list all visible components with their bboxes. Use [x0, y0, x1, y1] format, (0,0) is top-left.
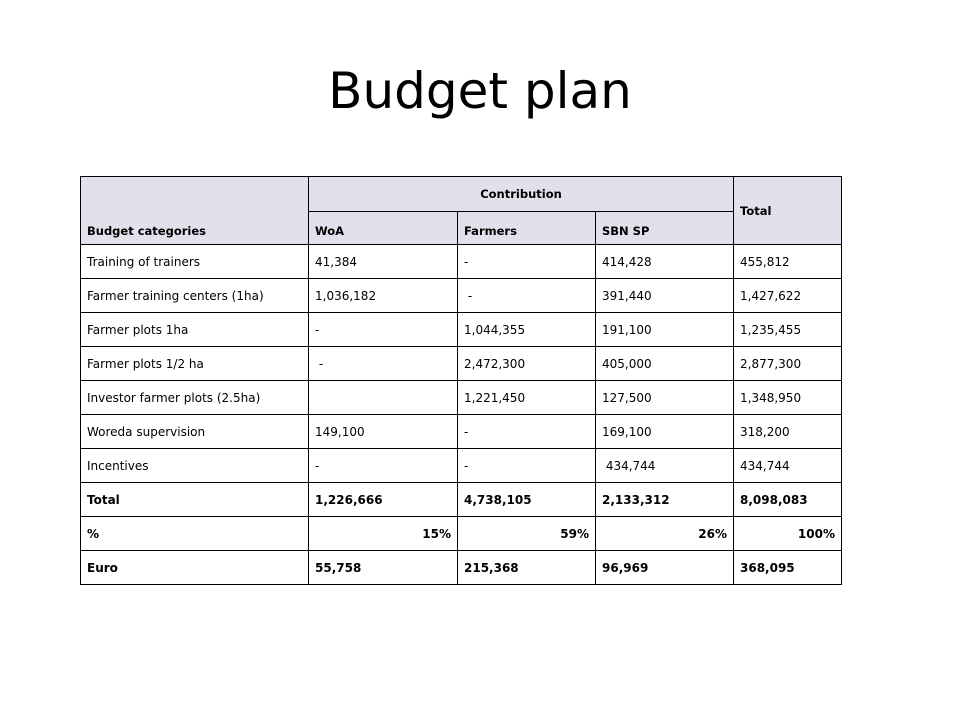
header-farmers: Farmers [458, 212, 596, 245]
row-woa: 149,100 [309, 415, 458, 449]
row-total: 318,200 [734, 415, 842, 449]
row-total: 1,348,950 [734, 381, 842, 415]
row-category: Farmer training centers (1ha) [81, 279, 309, 313]
row-category: Investor farmer plots (2.5ha) [81, 381, 309, 415]
row-sbn-sp: 391,440 [596, 279, 734, 313]
euro-row-total: 368,095 [734, 551, 842, 585]
row-woa: 1,036,182 [309, 279, 458, 313]
row-category: Woreda supervision [81, 415, 309, 449]
total-row-woa: 1,226,666 [309, 483, 458, 517]
euro-row-farmers: 215,368 [458, 551, 596, 585]
row-total: 455,812 [734, 245, 842, 279]
row-sbn-sp: 169,100 [596, 415, 734, 449]
row-sbn-sp: 414,428 [596, 245, 734, 279]
row-farmers: 2,472,300 [458, 347, 596, 381]
row-sbn-sp: 191,100 [596, 313, 734, 347]
row-total: 434,744 [734, 449, 842, 483]
euro-row-woa: 55,758 [309, 551, 458, 585]
header-budget-categories: Budget categories [81, 177, 309, 245]
table-row [81, 245, 842, 279]
percent-row-farmers: 59% [458, 517, 596, 551]
row-woa: - [309, 449, 458, 483]
header-sbn-sp: SBN SP [596, 212, 734, 245]
row-category: Incentives [81, 449, 309, 483]
row-total: 1,235,455 [734, 313, 842, 347]
row-total: 1,427,622 [734, 279, 842, 313]
percent-row-total: 100% [734, 517, 842, 551]
total-row-total: 8,098,083 [734, 483, 842, 517]
percent-row-sbn-sp: 26% [596, 517, 734, 551]
table-row [81, 313, 842, 347]
row-category: Farmer plots 1/2 ha [81, 347, 309, 381]
table-row [81, 347, 842, 381]
row-woa [309, 381, 458, 415]
row-category: Farmer plots 1ha [81, 313, 309, 347]
table-row [81, 415, 842, 449]
total-row-farmers: 4,738,105 [458, 483, 596, 517]
row-woa: - [309, 313, 458, 347]
row-farmers: - [458, 449, 596, 483]
euro-row-sbn-sp: 96,969 [596, 551, 734, 585]
total-row-label: Total [81, 483, 309, 517]
row-farmers: - [458, 245, 596, 279]
budget-table [80, 176, 842, 585]
header-total: Total [734, 177, 842, 245]
euro-row-label: Euro [81, 551, 309, 585]
header-woa: WoA [309, 212, 458, 245]
row-woa: 41,384 [309, 245, 458, 279]
row-farmers: - [458, 279, 596, 313]
row-total: 2,877,300 [734, 347, 842, 381]
header-contribution: Contribution [309, 177, 734, 212]
percent-row-woa: 15% [309, 517, 458, 551]
total-row [81, 483, 842, 517]
table-row [81, 449, 842, 483]
row-category: Training of trainers [81, 245, 309, 279]
percent-row-label: % [81, 517, 309, 551]
row-woa: - [309, 347, 458, 381]
euro-row [81, 551, 842, 585]
percent-row [81, 517, 842, 551]
slide-title: Budget plan [328, 62, 632, 120]
row-sbn-sp: 405,000 [596, 347, 734, 381]
table-row [81, 381, 842, 415]
row-farmers: 1,044,355 [458, 313, 596, 347]
row-sbn-sp: 434,744 [596, 449, 734, 483]
row-farmers: 1,221,450 [458, 381, 596, 415]
row-farmers: - [458, 415, 596, 449]
table-row [81, 279, 842, 313]
row-sbn-sp: 127,500 [596, 381, 734, 415]
total-row-sbn-sp: 2,133,312 [596, 483, 734, 517]
